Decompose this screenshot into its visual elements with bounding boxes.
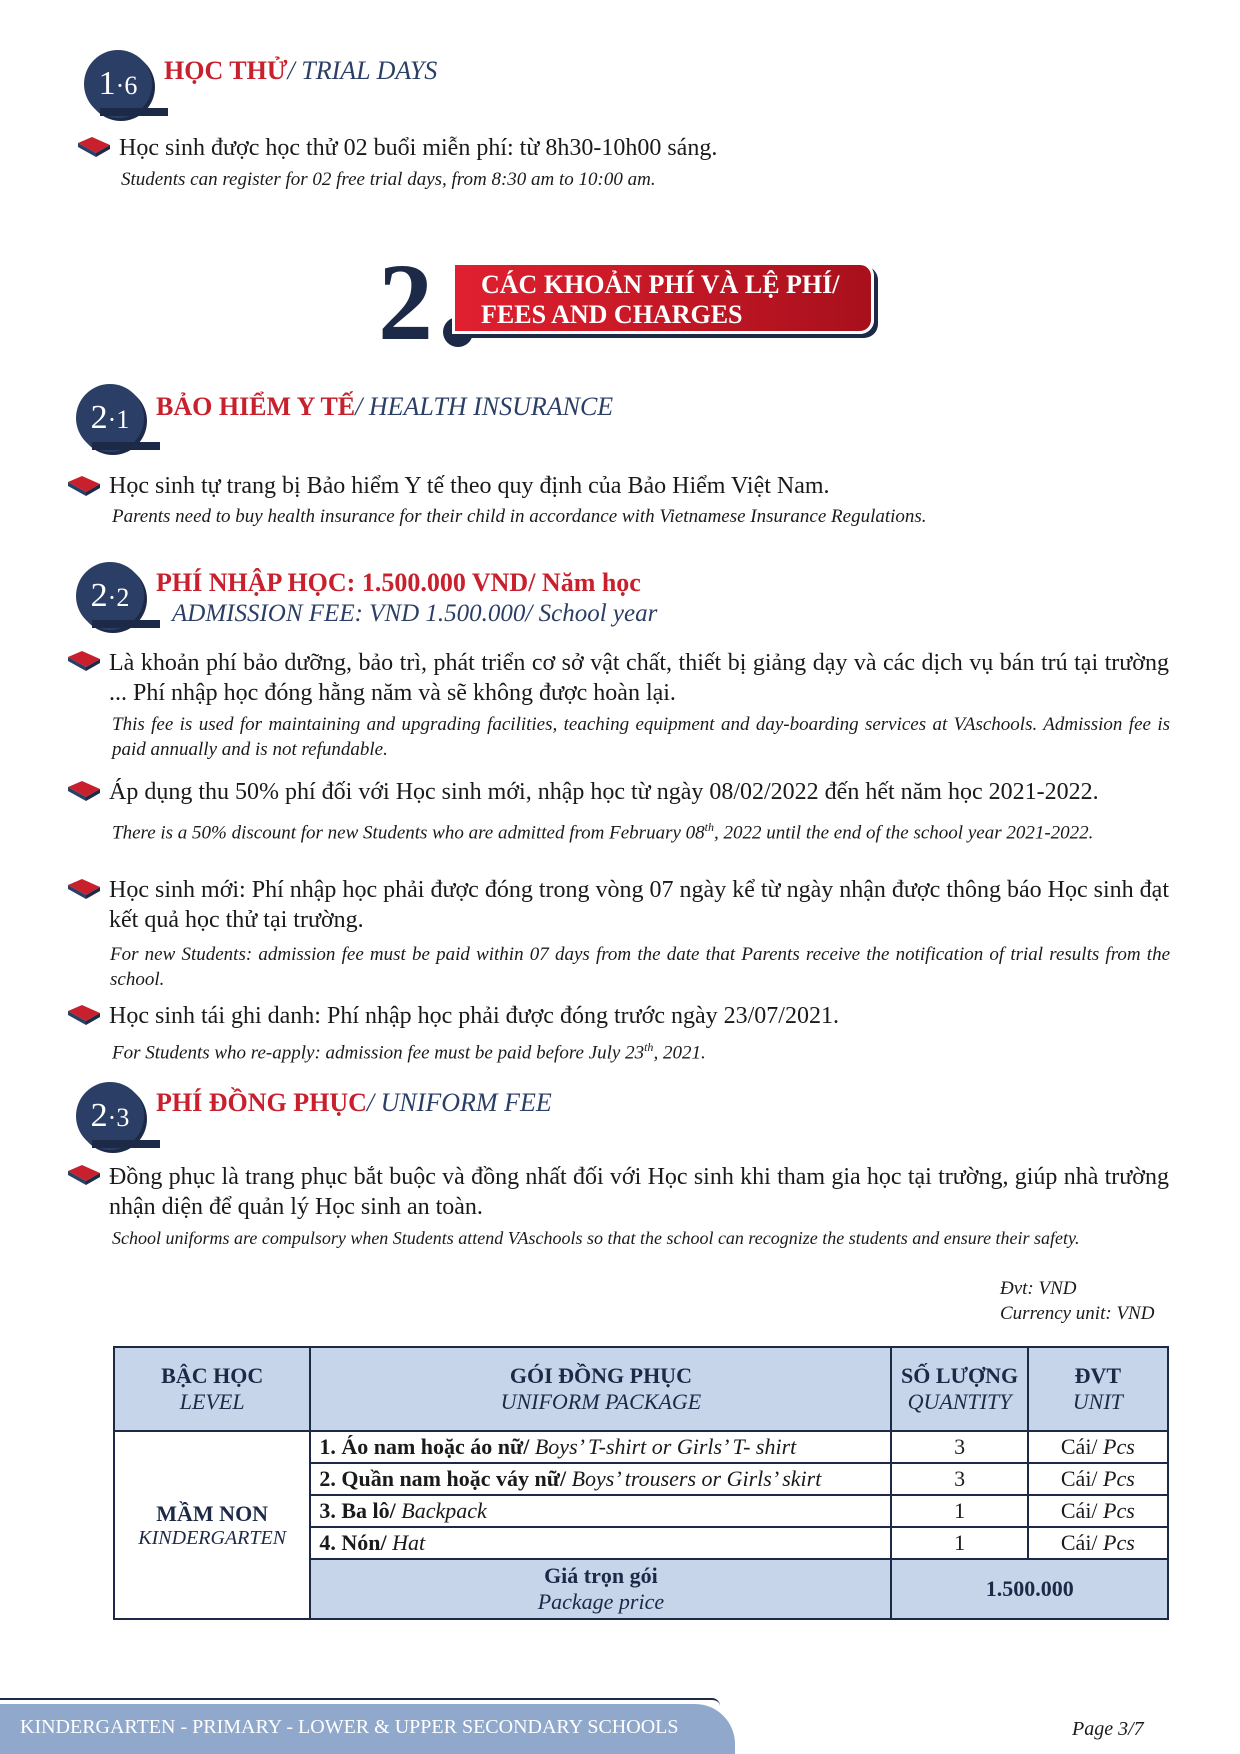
section-2-number: 2 xyxy=(378,241,433,363)
book-bullet-icon xyxy=(66,877,102,901)
currency-unit-vi: Đvt: VND xyxy=(1000,1278,1077,1299)
col-header-level: BẬC HỌC LEVEL xyxy=(114,1347,310,1431)
badge-tail xyxy=(92,1140,160,1148)
insurance-text-en: Parents need to buy health insurance for their child in accordance with Vietnamese Insurance Regulations. xyxy=(112,506,927,527)
section-title-2-2-en: ADMISSION FEE: VND 1.500.000/ School year xyxy=(172,600,658,627)
total-label-cell: Giá trọn gói Package price xyxy=(310,1559,891,1619)
total-value-cell: 1.500.000 xyxy=(891,1559,1168,1619)
book-bullet-icon xyxy=(66,649,102,673)
level-cell: MẦM NON KINDERGARTEN xyxy=(114,1431,310,1619)
admission-b1-vi: Là khoản phí bảo dưỡng, bảo trì, phát triển cơ sở vật chất, thiết bị giảng dạy và các dịch vụ bán trú tại trường ... Phí nhập học đóng hằng năm và sẽ không được hoàn lại. xyxy=(109,650,1169,706)
section-badge-2-1: 2·1 xyxy=(76,384,144,452)
book-bullet-icon xyxy=(76,135,112,159)
section-title-2-2-vi: PHÍ NHẬP HỌC: 1.500.000 VND/ Năm học xyxy=(156,568,641,597)
trial-text-en: Students can register for 02 free trial days, from 8:30 am to 10:00 am. xyxy=(121,169,656,190)
section-title-2-1: BẢO HIỂM Y TẾ/ HEALTH INSURANCE xyxy=(156,392,614,421)
uniform-text-vi: Đồng phục là trang phục bắt buộc và đồng nhất đối với Học sinh khi tham gia học tại trường, giúp nhà trường nhận diện để quản lý Học sinh an toàn. xyxy=(109,1164,1169,1220)
section-title-1-6: HỌC THỬ/ TRIAL DAYS xyxy=(164,56,438,85)
book-bullet-icon xyxy=(66,1003,102,1027)
uniform-text-en: School uniforms are compulsory when Students attend VAschools so that the school can recognize the students and ensure their safety. xyxy=(112,1228,1080,1248)
admission-b4-vi: Học sinh tái ghi danh: Phí nhập học phải được đóng trước ngày 23/07/2021. xyxy=(109,1003,839,1029)
item-cell: 2. Quần nam hoặc váy nữ/ Boys’ trousers or Girls’ skirt xyxy=(310,1463,891,1495)
currency-unit-en: Currency unit: VND xyxy=(1000,1303,1155,1324)
admission-b3-vi: Học sinh mới: Phí nhập học phải được đóng trong vòng 07 ngày kể từ ngày nhận được thông báo Học sinh đạt kết quả học thử tại trường. xyxy=(109,877,1169,933)
item-cell: 3. Ba lô/ Backpack xyxy=(310,1495,891,1527)
qty-cell: 3 xyxy=(891,1463,1027,1495)
trial-text-vi: Học sinh được học thử 02 buổi miễn phí: từ 8h30-10h00 sáng. xyxy=(119,135,718,161)
unit-cell: Cái/ Pcs xyxy=(1028,1495,1168,1527)
section-2-title-line1: CÁC KHOẢN PHÍ VÀ LỆ PHÍ/ xyxy=(481,270,840,299)
badge-tail xyxy=(92,442,160,450)
page-number: Page 3/7 xyxy=(1072,1718,1144,1740)
footer-schools: KINDERGARTEN - PRIMARY - LOWER & UPPER SECONDARY SCHOOLS xyxy=(20,1716,679,1738)
unit-cell: Cái/ Pcs xyxy=(1028,1527,1168,1559)
qty-cell: 1 xyxy=(891,1495,1027,1527)
table-row xyxy=(114,1431,1168,1463)
section-badge-2-2: 2·2 xyxy=(76,562,144,630)
item-cell: 4. Nón/ Hat xyxy=(310,1527,891,1559)
insurance-text-vi: Học sinh tự trang bị Bảo hiểm Y tế theo quy định của Bảo Hiểm Việt Nam. xyxy=(109,473,830,499)
admission-b2-vi: Áp dụng thu 50% phí đối với Học sinh mới, nhập học từ ngày 08/02/2022 đến hết năm học 2021-2022. xyxy=(109,779,1099,805)
section-2-title-line2: FEES AND CHARGES xyxy=(481,300,743,329)
col-header-package: GÓI ĐỒNG PHỤC UNIFORM PACKAGE xyxy=(310,1347,891,1431)
item-cell: 1. Áo nam hoặc áo nữ/ Boys’ T-shirt or Girls’ T- shirt xyxy=(310,1431,891,1463)
qty-cell: 3 xyxy=(891,1431,1027,1463)
book-bullet-icon xyxy=(66,779,102,803)
section-2-banner xyxy=(452,262,874,334)
admission-b2-en: There is a 50% discount for new Students who are admitted from February 08th, 2022 until the end of the school year 2021-2022. xyxy=(112,820,1094,844)
table-header-row xyxy=(114,1347,1168,1431)
badge-tail xyxy=(92,620,160,628)
section-title-2-3: PHÍ ĐỒNG PHỤC/ UNIFORM FEE xyxy=(156,1088,552,1117)
admission-b4-en: For Students who re-apply: admission fee must be paid before July 23th, 2021. xyxy=(112,1040,706,1064)
badge-tail xyxy=(100,108,168,116)
admission-b1-en: This fee is used for maintaining and upgrading facilities, teaching equipment and day-boarding services at VAschools. Admission fee is paid annually and is not refundable. xyxy=(112,714,1170,760)
unit-cell: Cái/ Pcs xyxy=(1028,1431,1168,1463)
col-header-unit: ĐVT UNIT xyxy=(1028,1347,1168,1431)
book-bullet-icon xyxy=(66,474,102,498)
section-badge-1-6: 1·6 xyxy=(84,50,152,118)
col-header-quantity: SỐ LƯỢNG QUANTITY xyxy=(891,1347,1027,1431)
admission-b3-en: For new Students: admission fee must be paid within 07 days from the date that Parents receive the notification of trial results from the school. xyxy=(110,944,1170,990)
qty-cell: 1 xyxy=(891,1527,1027,1559)
uniform-table xyxy=(113,1346,1169,1620)
section-badge-2-3: 2·3 xyxy=(76,1082,144,1150)
book-bullet-icon xyxy=(66,1163,102,1187)
unit-cell: Cái/ Pcs xyxy=(1028,1463,1168,1495)
